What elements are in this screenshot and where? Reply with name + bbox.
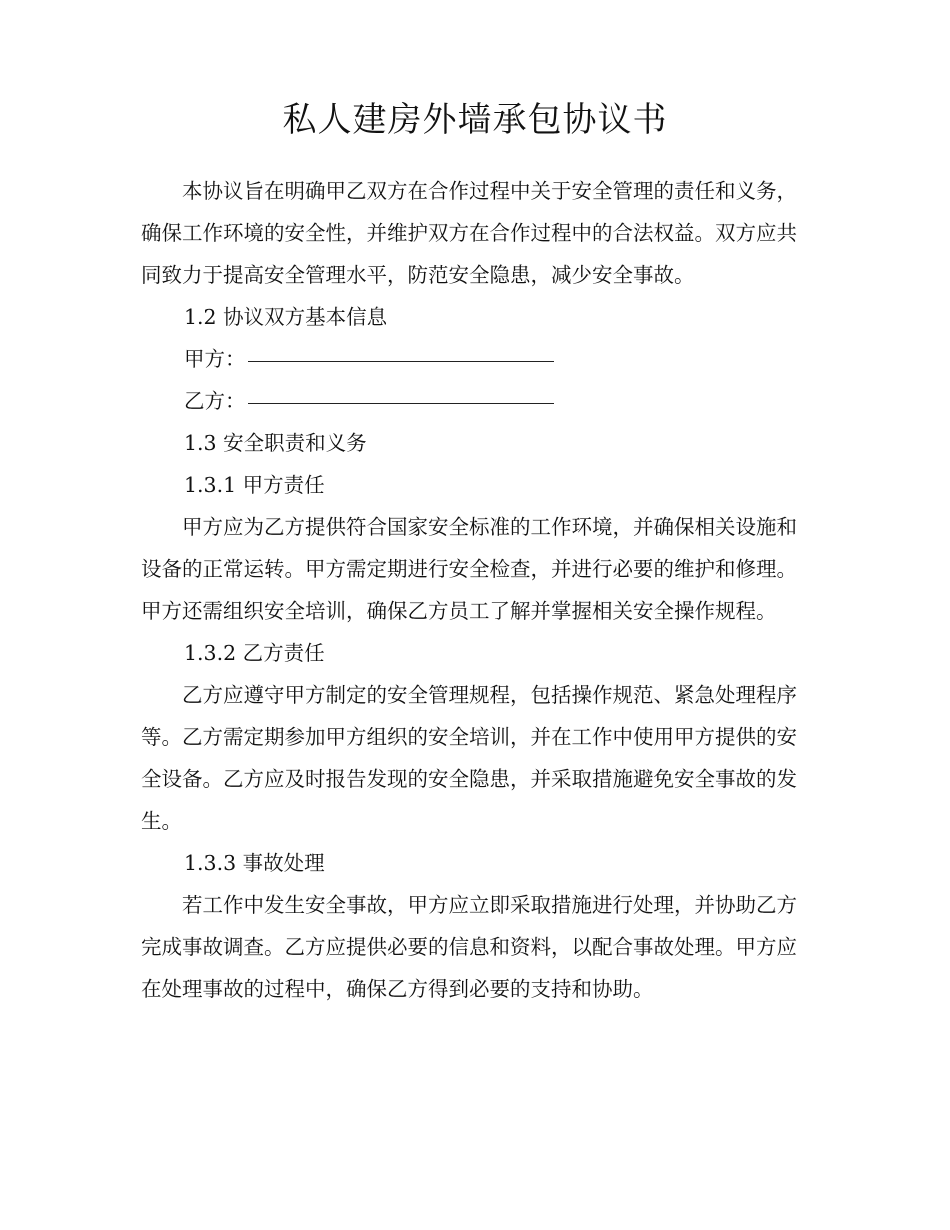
party-b-label: 乙方： [184, 389, 246, 413]
section-1-3-3-heading: 1.3.3 事故处理 [184, 851, 325, 875]
section-1-3-heading: 1.3 安全职责和义务 [184, 431, 367, 455]
section-1-3-2-body: 乙方应遵守甲方制定的安全管理规程，包括操作规范、紧急处理程序等。乙方需定期参加甲方组织的安全培训，并在工作中使用甲方提供的安全设备。乙方应及时报告发现的安全隐患，并采取措施避免安全事故的发生。 [141, 683, 797, 833]
party-a-label: 甲方： [184, 347, 246, 371]
document-body [141, 170, 797, 1010]
section-1-3-1-body: 甲方应为乙方提供符合国家安全标准的工作环境，并确保相关设施和设备的正常运转。甲方需定期进行安全检查，并进行必要的维护和修理。甲方还需组织安全培训，确保乙方员工了解并掌握相关安全操作规程。 [141, 515, 797, 623]
party-a-blank-line [248, 360, 554, 362]
intro-paragraph: 本协议旨在明确甲乙双方在合作过程中关于安全管理的责任和义务，确保工作环境的安全性，并维护双方在合作过程中的合法权益。双方应共同致力于提高安全管理水平，防范安全隐患，减少安全事故。 [141, 179, 797, 287]
party-b-blank-line [248, 402, 554, 404]
document-title: 私人建房外墙承包协议书 [282, 100, 668, 140]
party-b-field [141, 380, 797, 422]
section-1-3-1-heading: 1.3.1 甲方责任 [184, 473, 325, 497]
section-1-3-3-body: 若工作中发生安全事故，甲方应立即采取措施进行处理，并协助乙方完成事故调查。乙方应提供必要的信息和资料，以配合事故处理。甲方应在处理事故的过程中，确保乙方得到必要的支持和协助。 [141, 893, 797, 1001]
section-1-2-heading: 1.2 协议双方基本信息 [184, 305, 388, 329]
party-a-field [141, 338, 797, 380]
section-1-3-2-heading: 1.3.2 乙方责任 [184, 641, 325, 665]
